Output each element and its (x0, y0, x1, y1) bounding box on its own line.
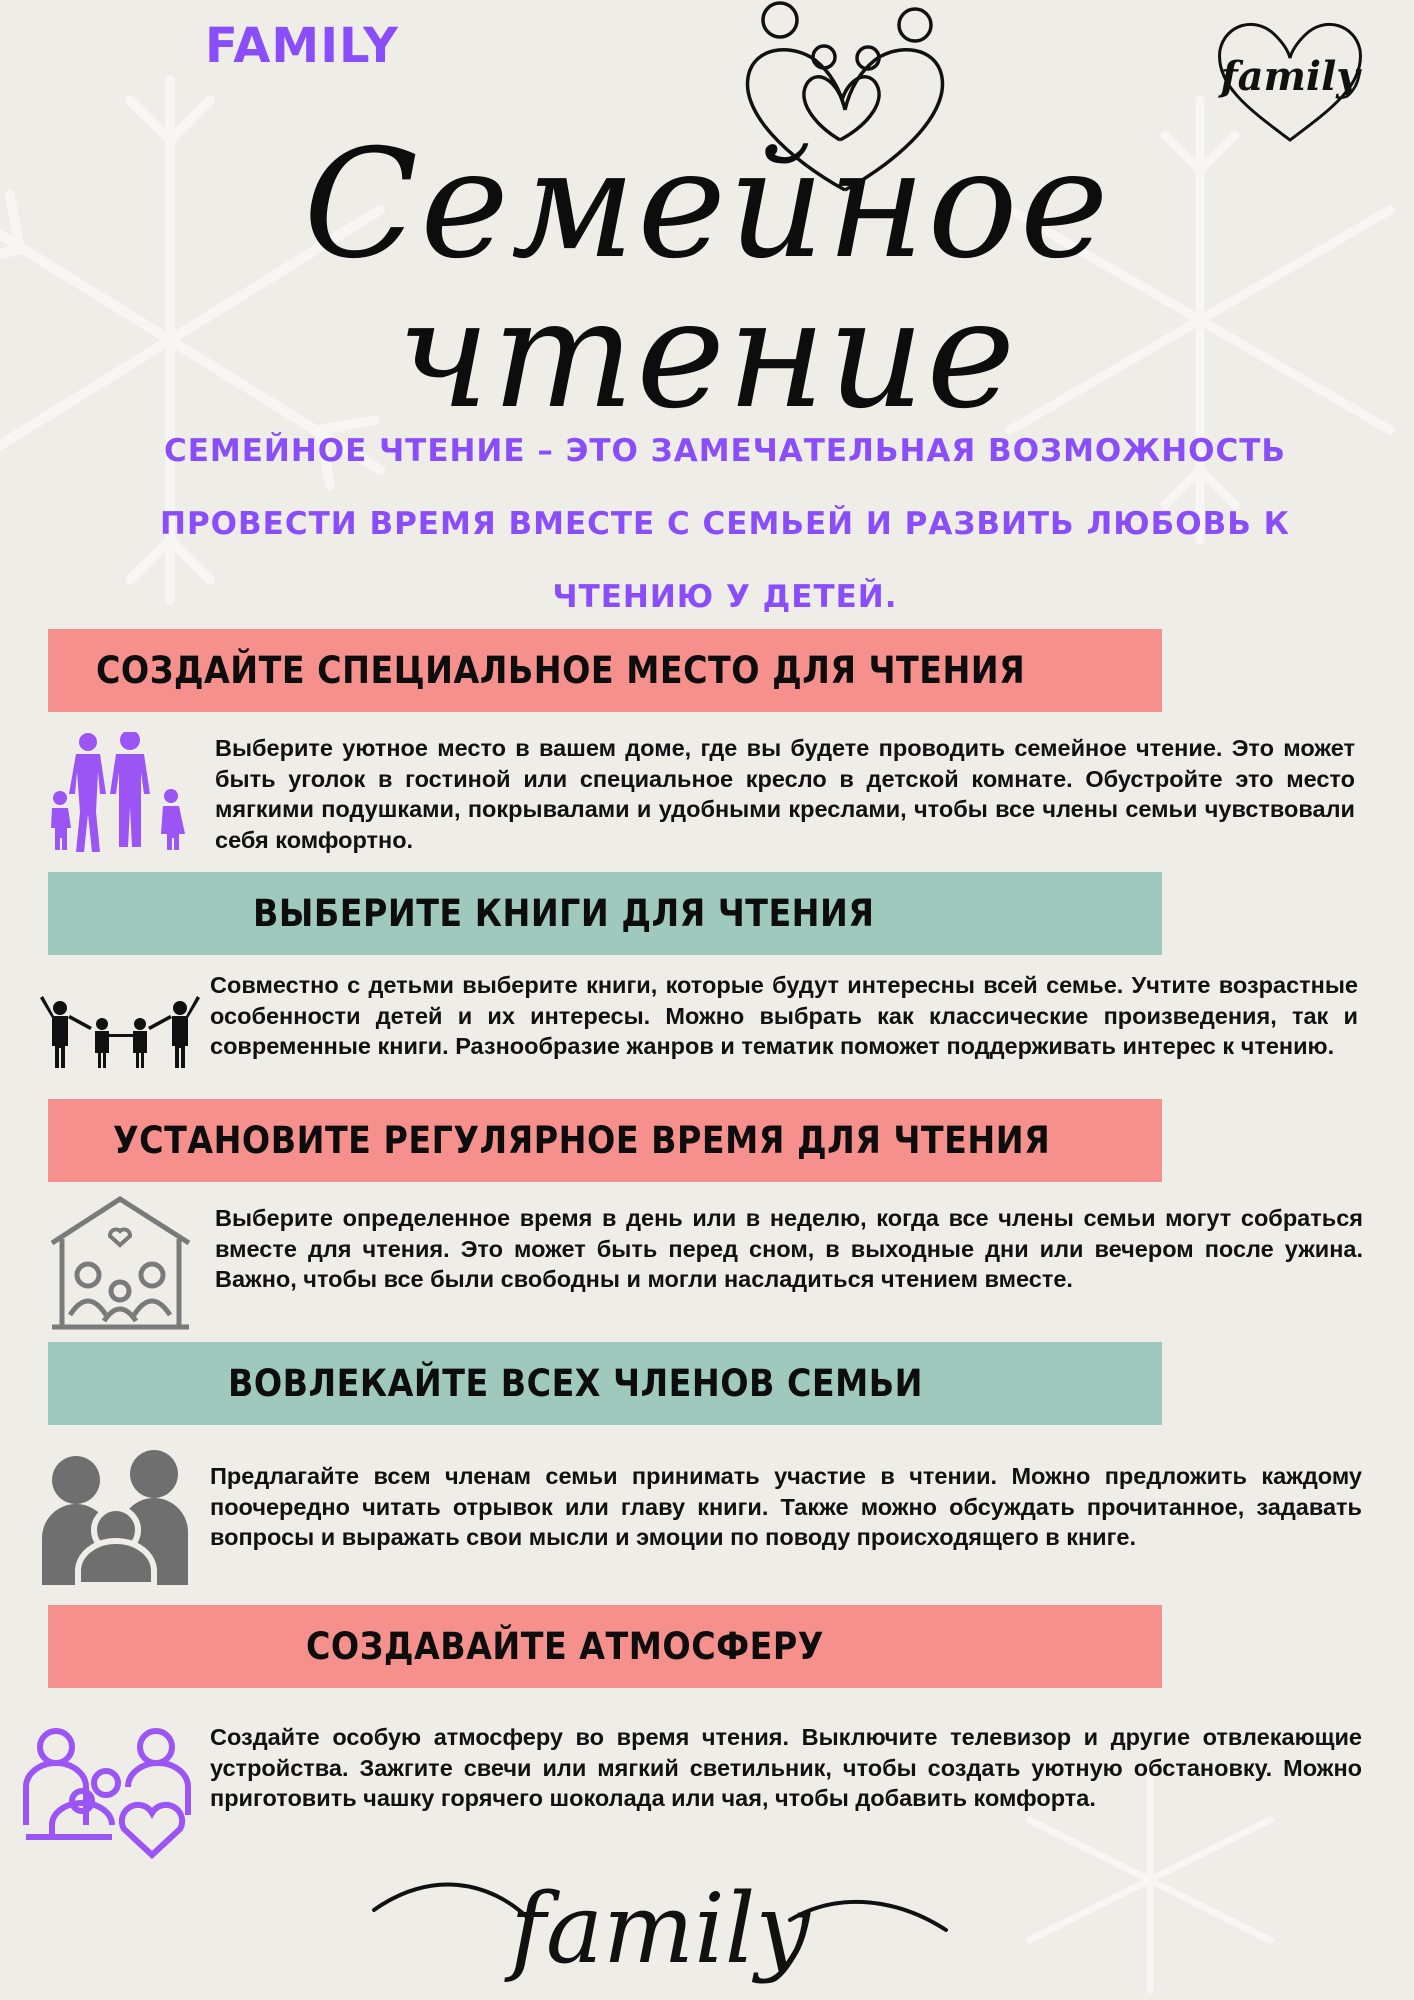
intro-text: СЕМЕЙНОЕ ЧТЕНИЕ – ЭТО ЗАМЕЧАТЕЛЬНАЯ ВОЗМОЖНОСТЬ ПРОВЕСТИ ВРЕМЯ ВМЕСТЕ С СЕМЬЕЙ И РАЗВИТЬ ЛЮБОВЬ К ЧТЕНИЮ У ДЕТЕЙ. (160, 433, 1290, 615)
section-text-atmosphere: Создайте особую атмосферу во время чтения. Выключите телевизор и другие отвлекающие устройства. Зажгите свечи или мягкий светильник, чтобы создать уютную обстановку. Можно приготовить чашку горячего шоколада или чая, чтобы добавить комфорта. (210, 1724, 1362, 1811)
family-holding-hands-icon (40, 990, 202, 1070)
section-heading-regular-time: УСТАНОВИТЕ РЕГУЛЯРНОЕ ВРЕМЯ ДЛЯ ЧТЕНИЯ (48, 1099, 1162, 1182)
footer-signature-text: family (510, 1873, 810, 1985)
family-signature-logo-icon (370, 1850, 950, 2000)
brand-label: FAMILY (205, 18, 399, 74)
section-text-choose-books: Совместно с детьми выберите книги, которые будут интересны всей семье. Учтите возрастные особенности детей и их интересы. Можно выбрать как классические произведения, так и современные книги. Разнообразие жанров и тематик поможет поддерживать интерес к чтению. (210, 972, 1358, 1059)
family-house-icon (48, 1195, 193, 1333)
section-heading-choose-books: ВЫБЕРИТЕ КНИГИ ДЛЯ ЧТЕНИЯ (48, 872, 1162, 955)
section-heading-reading-place: СОЗДАЙТЕ СПЕЦИАЛЬНОЕ МЕСТО ДЛЯ ЧТЕНИЯ (48, 629, 1162, 712)
section-heading-atmosphere: СОЗДАВАЙТЕ АТМОСФЕРУ (48, 1605, 1162, 1688)
family-group-icon (42, 1450, 192, 1585)
page-title: Семейное чтение (303, 118, 1111, 442)
family-heart-outline-icon (22, 1725, 192, 1860)
section-text-regular-time: Выберите определенное время в день или в неделю, когда все члены семьи могут собраться вместе для чтения. Это может быть перед сном, в выходные дни или вечером после ужина. Важно, чтобы все были свободны и могли насладиться чтением вместе. (215, 1205, 1363, 1292)
section-heading-involve-family: ВОВЛЕКАЙТЕ ВСЕХ ЧЛЕНОВ СЕМЬИ (48, 1342, 1162, 1425)
corner-logo-text: family (1220, 53, 1360, 100)
section-text-reading-place: Выберите уютное место в вашем доме, где вы будете проводить семейное чтение. Это может быть уголок в гостиной или специальное кресло в детской комнате. Обустройте это место мягкими подушками, покрывалами и удобными креслами, чтобы все члены семьи чувствовали себя комфортно. (215, 735, 1355, 853)
family-heart-logo-icon (1210, 10, 1370, 150)
family-silhouette-icon (50, 732, 192, 852)
section-text-involve-family: Предлагайте всем членам семьи принимать участие в чтении. Можно предложить каждому поочередно читать отрывок или главу книги. Также можно обсуждать прочитанное, задавать вопросы и выражать свои мысли и эмоции по поводу происходящего в книге. (210, 1463, 1362, 1550)
